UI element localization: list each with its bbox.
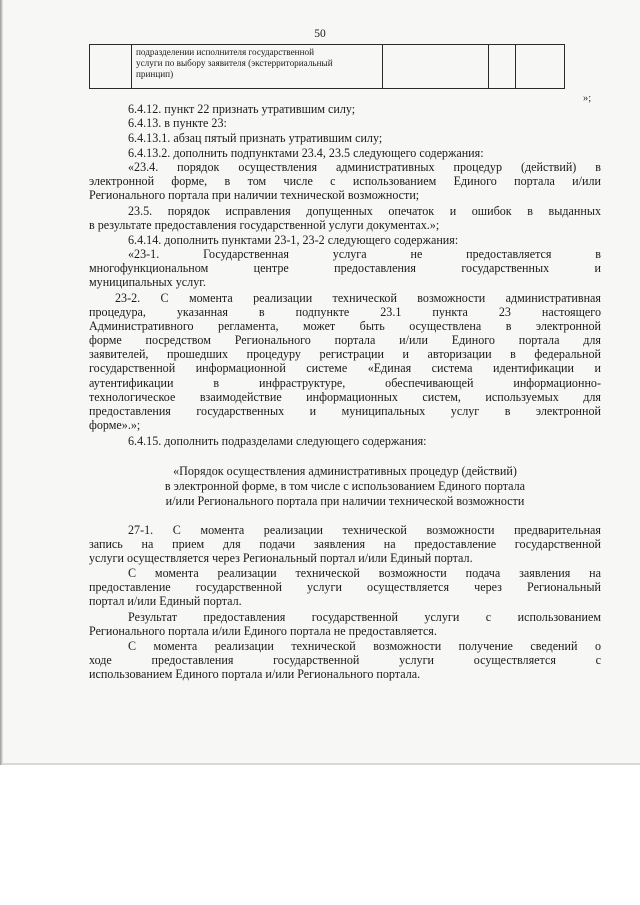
text-line: электронной форме, в том числе с использованием Единого портала и/или — [89, 175, 601, 188]
text-line: С момента реализации технической возможности получение сведений о — [128, 640, 601, 653]
text-line: форме посредством Регионального портала и/или Единого портала для — [89, 334, 601, 347]
section-heading-line: в электронной форме, в том числе с использованием Единого портала — [164, 480, 526, 493]
text-line: 27-1. С момента реализации технической возможности предварительная — [128, 524, 601, 537]
continuation-table — [89, 44, 565, 89]
text-line: заявителей, прошедших процедуру регистрации и авторизации в федеральной — [89, 348, 601, 361]
text-line: 6.4.13.2. дополнить подпунктами 23.4, 23.5 следующего содержания: — [128, 147, 484, 160]
text-line: Регионального портала и/или Единого портала не предоставляется. — [89, 625, 437, 638]
text-line: муниципальных услуг. — [89, 276, 206, 289]
table-cell-line: услуги по выбору заявителя (экстерриториальный — [136, 58, 333, 68]
text-line: 6.4.15. дополнить подразделами следующего содержания: — [128, 435, 427, 448]
table-cell-line: принцип) — [136, 69, 174, 79]
table-row — [90, 45, 565, 89]
table-cell-empty — [489, 45, 516, 89]
text-line: 23-2. С момента реализации технической возможности административная — [115, 292, 601, 305]
table-cell-empty — [383, 45, 489, 89]
table-cell-empty — [90, 45, 132, 89]
text-line: услуги осуществляется через Региональный портал и/или Единый портал. — [89, 552, 473, 565]
table-cell-empty — [516, 45, 565, 89]
section-heading-line: и/или Регионального портала при наличии технической возможности — [165, 495, 525, 508]
closing-quote-mark: »; — [583, 93, 592, 104]
text-line: 23.5. порядок исправления допущенных опечаток и ошибок в выданных — [128, 205, 601, 218]
text-line: аутентификации в инфраструктуре, обеспечивающей информационно- — [89, 377, 601, 390]
table-cell-text — [132, 45, 383, 89]
text-line: форме».»; — [89, 419, 141, 432]
text-line: «23-1. Государственная услуга не предоставляется в — [128, 248, 601, 261]
text-line: процедура, указанная в подпункте 23.1 пункта 23 настоящего — [89, 306, 601, 319]
text-line: государственной информационной системе «Единая система идентификации и — [89, 362, 601, 375]
text-line: в результате предоставления государственной услуги документах.»; — [89, 219, 440, 232]
text-line: 6.4.14. дополнить пунктами 23-1, 23-2 следующего содержания: — [128, 234, 459, 247]
text-line: предоставление государственной услуги осуществляется через Региональный — [89, 581, 601, 594]
text-line: запись на прием для подачи заявления на предоставление государственной — [89, 538, 601, 551]
text-line: С момента реализации технической возможности подача заявления на — [128, 567, 601, 580]
text-line: «23.4. порядок осуществления административных процедур (действий) в — [128, 161, 601, 174]
text-line: предоставления государственных и муниципальных услуг в электронной — [89, 405, 601, 418]
text-line: Регионального портала при наличии технической возможности; — [89, 189, 420, 202]
text-line: 6.4.13.1. абзац пятый признать утратившим силу; — [128, 132, 383, 145]
text-line: Результат предоставления государственной услуги с использованием — [128, 611, 601, 624]
text-line: 6.4.12. пункт 22 признать утратившим силу; — [128, 103, 356, 116]
page-number: 50 — [314, 28, 326, 40]
text-line: ходе предоставления государственной услуги осуществляется с — [89, 654, 601, 667]
text-line: 6.4.13. в пункте 23: — [128, 117, 227, 130]
page-edge-shadow — [0, 0, 3, 765]
text-line: многофункциональном центре предоставления государственных и — [89, 262, 601, 275]
text-line: Административного регламента, может быть осуществлена в электронной — [89, 320, 601, 333]
section-heading-line: «Порядок осуществления административных процедур (действий) — [173, 465, 517, 478]
table-cell-line: подразделении исполнителя государственной — [136, 47, 314, 57]
text-line: технологическое взаимодействие информационных систем, используемых для — [89, 391, 601, 404]
text-line: портал и/или Единый портал. — [89, 595, 242, 608]
text-line: использованием Единого портала и/или Регионального портала. — [89, 668, 421, 681]
